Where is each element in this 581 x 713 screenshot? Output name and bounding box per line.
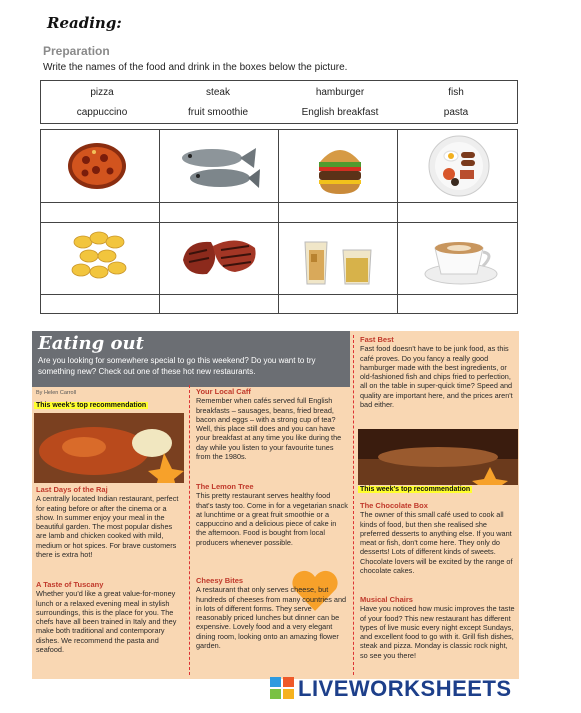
body-tuscany: Whether you'd like a great value-for-money lunch or a relaxed evening meal in stylish surroundings, this is the place for you. The chefs have all been trained in Italy and they make both traditional and contemporary dishes. We recommend the pasta and seafood. [36, 589, 177, 655]
review-local-caff [196, 387, 348, 461]
word-english-breakfast: English breakfast [301, 107, 379, 118]
reading-heading: Reading: [47, 14, 122, 32]
byline: By Helen Carroll [36, 390, 77, 396]
heading-lemon-tree: The Lemon Tree [196, 482, 254, 491]
word-cappuccino: cappuccino [76, 107, 128, 118]
article-banner [32, 331, 350, 387]
article-title: Eating out [38, 333, 144, 354]
word-fish: fish [448, 87, 464, 98]
steak-icon [177, 230, 261, 280]
pasta-icon [69, 228, 131, 286]
word-pasta: pasta [443, 107, 469, 118]
article-intro: Are you looking for somewhere special to go this weekend? Do you want to try something new? Check out one of these hot new restaurants. [38, 356, 316, 376]
heading-musical-chairs: Musical Chairs [360, 595, 413, 604]
body-raj: A centrally located Indian restaurant, perfect for eating before or after the cinema or a show. In summer enjoy your meal in the beautiful garden. The most popular dishes are lamb and chicken cooked with mild, medium or hot spices. For brave customers there is extra hot! [36, 494, 179, 560]
review-cheesy-bites [196, 576, 348, 650]
heading-cheesy-bites: Cheesy Bites [196, 576, 244, 585]
word-pizza: pizza [90, 87, 114, 98]
body-cheesy-bites: A restaurant that only serves cheese, but hundreds of cheeses from many countries and in lots of different forms. They serve reasonably priced lunches but dinner can be expensive. Lovely food and a very elegant dining room, looking onto an amazing flower garden. [196, 585, 347, 651]
chocolate-photo [358, 429, 518, 485]
cappuccino-icon [421, 236, 501, 286]
hamburger-icon [316, 138, 364, 196]
heading-local-caff: Your Local Caff [196, 387, 251, 396]
eating-out-article [32, 331, 519, 679]
logo-text: LIVEWORKSHEETS [298, 676, 512, 701]
review-lemon-tree [196, 482, 348, 547]
body-local-caff: Remember when cafés served full English breakfasts – sausages, beans, fried bread, bacon and eggs – with a strong cup of tea? Well, this place still does and you can have your breakfast at any time you like during the day while you listen to your favourite tunes from the 1980s. [196, 396, 342, 462]
body-musical-chairs: Have you noticed how music improves the taste of your food? This new restaurant has different types of live music every night except Sundays, and excellent food to go with it. Grill fish dishes, steak and pizza. Monday is classic rock night, so see you there! [360, 604, 515, 660]
section-title: Preparation [43, 44, 110, 58]
review-musical-chairs [360, 595, 516, 660]
heading-tuscany: A Taste of Tuscany [36, 580, 104, 589]
word-steak: steak [206, 87, 230, 98]
review-chocolate-box [360, 501, 516, 575]
review-raj [36, 485, 184, 559]
body-chocolate-box: The owner of this small café used to cook all kinds of food, but then she realised she preferred desserts to anything else. If you want meat or fish, don't come here. They only do desserts! Lots of different kinds of sweets. Chocolate lovers will be excited by the range of chocolate cakes. [360, 510, 513, 576]
breakfast-plate-icon [427, 134, 491, 198]
instructions: Write the names of the food and drink in the boxes below the picture. [43, 62, 348, 73]
heading-raj: Last Days of the Raj [36, 485, 108, 494]
picture-grid [40, 129, 518, 314]
body-lemon-tree: This pretty restaurant serves healthy food that's tasty too. Come in for a vegetarian snack at lunchtime or a great fruit smoothie or a cappuccino and a delicious piece of cake in the afternoon. Food is bought from local producers whenever possible. [196, 491, 348, 547]
liveworksheets-logo [270, 676, 512, 702]
logo-mark-icon [270, 677, 294, 699]
pizza-icon [66, 140, 128, 192]
review-fast-best [360, 335, 516, 409]
fish-icon [176, 142, 261, 194]
top-recommendation-badge-2: This week's top recommendation [360, 486, 471, 493]
heading-chocolate-box: The Chocolate Box [360, 501, 428, 510]
heading-fast-best: Fast Best [360, 335, 394, 344]
word-bank [40, 80, 518, 124]
review-tuscany [36, 580, 186, 654]
body-fast-best: Fast food doesn't have to be junk food, as this café proves. Do you fancy a really good hamburger made with the best ingredients, or old-fashioned fish and chips fried to perfection, all on the table in super-quick time? Speed and quality are important here, and the prices aren't bad either. [360, 344, 513, 410]
top-recommendation-badge: This week's top recommendation [36, 402, 147, 409]
word-hamburger: hamburger [315, 87, 365, 98]
smoothie-icon [301, 232, 381, 288]
word-fruit-smoothie: fruit smoothie [187, 107, 249, 118]
indian-food-photo [34, 413, 184, 483]
